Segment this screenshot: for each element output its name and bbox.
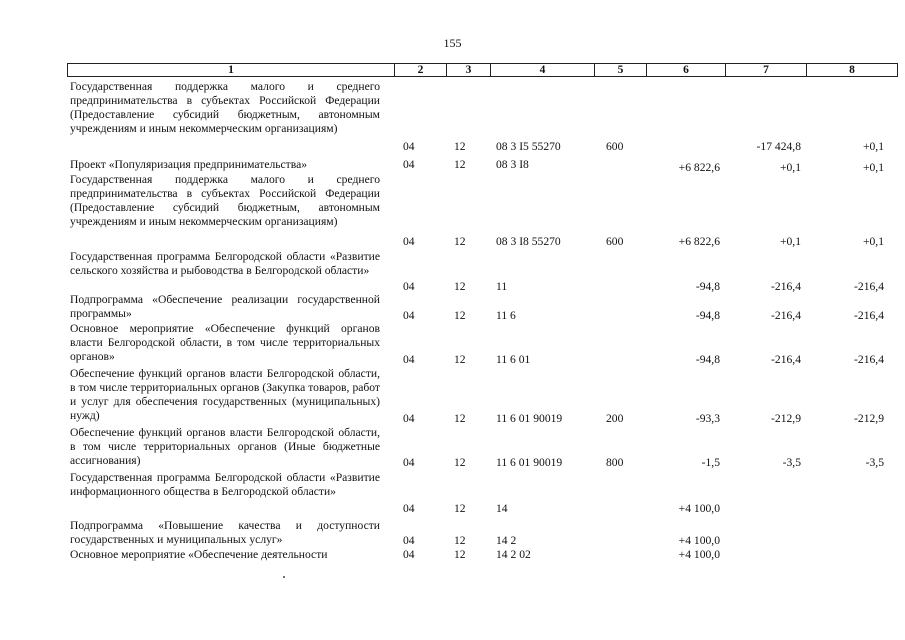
row-amount-7: -3,5 bbox=[782, 456, 801, 469]
row-target-code: 14 bbox=[496, 502, 508, 515]
row-subsection: 12 bbox=[454, 280, 466, 293]
row-description: Подпрограмма «Повышение качества и доступности государственных и муниципальных услуг» bbox=[70, 519, 380, 546]
row-description: Обеспечение функций органов власти Белгородской области, в том числе территориальных органов (Закупка товаров, работ и услуг для обеспечения государственных (муниципальных) нужд) bbox=[70, 367, 380, 422]
row-section: 04 bbox=[403, 140, 415, 153]
row-description: Основное мероприятие «Обеспечение функций органов власти Белгородской области, в том числе территориальных органов» bbox=[70, 322, 380, 363]
row-amount-6: +6 822,6 bbox=[678, 235, 720, 248]
row-section: 04 bbox=[403, 353, 415, 366]
row-amount-7: -216,4 bbox=[771, 353, 801, 366]
row-amount-6: -94,8 bbox=[695, 280, 720, 293]
row-subsection: 12 bbox=[454, 235, 466, 248]
row-amount-6: -1,5 bbox=[701, 456, 720, 469]
row-target-code: 14 2 02 bbox=[496, 548, 531, 561]
row-description: Государственная поддержка малого и среднего предпринимательства в субъектах Российской Федерации (Предоставление субсидий бюджетным, автономным учреждениям и иным некоммерческим организациям) bbox=[70, 173, 380, 228]
row-description: Государственная поддержка малого и среднего предпринимательства в субъектах Российской Федерации (Предоставление субсидий бюджетным, автономным учреждениям и иным некоммерческим организациям) bbox=[70, 80, 380, 135]
row-section: 04 bbox=[403, 158, 415, 171]
row-target-code: 08 3 I8 bbox=[496, 158, 529, 171]
row-description: Государственная программа Белгородской области «Развитие сельского хозяйства и рыбоводства в Белгородской области» bbox=[70, 250, 380, 277]
header-col-6: 6 bbox=[647, 64, 726, 76]
header-col-4: 4 bbox=[491, 64, 595, 76]
row-subsection: 12 bbox=[454, 353, 466, 366]
row-target-code: 11 6 bbox=[496, 309, 516, 322]
row-amount-8: -216,4 bbox=[854, 280, 884, 293]
row-target-code: 11 6 01 bbox=[496, 353, 531, 366]
row-target-code: 11 bbox=[496, 280, 508, 293]
row-section: 04 bbox=[403, 548, 415, 561]
row-amount-8: -216,4 bbox=[854, 353, 884, 366]
row-amount-8: +0,1 bbox=[862, 140, 884, 153]
row-amount-8: +0,1 bbox=[862, 161, 884, 174]
row-amount-6: -93,3 bbox=[695, 412, 720, 425]
header-col-3: 3 bbox=[447, 64, 491, 76]
row-amount-7: -216,4 bbox=[771, 309, 801, 322]
row-amount-6: +4 100,0 bbox=[678, 502, 720, 515]
row-description: Основное мероприятие «Обеспечение деятельности bbox=[70, 548, 328, 561]
row-subsection: 12 bbox=[454, 502, 466, 515]
row-subsection: 12 bbox=[454, 412, 466, 425]
row-expense-type: 600 bbox=[606, 235, 624, 248]
row-section: 04 bbox=[403, 534, 415, 547]
row-expense-type: 800 bbox=[606, 456, 624, 469]
row-section: 04 bbox=[403, 456, 415, 469]
row-subsection: 12 bbox=[454, 548, 466, 561]
row-amount-6: -94,8 bbox=[695, 353, 720, 366]
row-amount-8: -216,4 bbox=[854, 309, 884, 322]
row-description: Проект «Популяризация предпринимательства» bbox=[70, 158, 308, 171]
row-target-code: 11 6 01 90019 bbox=[496, 412, 563, 425]
row-section: 04 bbox=[403, 502, 415, 515]
row-section: 04 bbox=[403, 235, 415, 248]
header-col-7: 7 bbox=[726, 64, 807, 76]
row-section: 04 bbox=[403, 309, 415, 322]
row-description: Подпрограмма «Обеспечение реализации государственной программы» bbox=[70, 293, 380, 320]
row-target-code: 08 3 I8 55270 bbox=[496, 235, 561, 248]
row-expense-type: 600 bbox=[606, 140, 624, 153]
row-expense-type: 200 bbox=[606, 412, 624, 425]
row-amount-6: +6 822,6 bbox=[678, 161, 720, 174]
table-header bbox=[67, 63, 898, 77]
row-target-code: 14 2 bbox=[496, 534, 517, 547]
scan-speck bbox=[283, 576, 285, 578]
row-amount-7: -216,4 bbox=[771, 280, 801, 293]
row-target-code: 08 3 I5 55270 bbox=[496, 140, 561, 153]
row-subsection: 12 bbox=[454, 140, 466, 153]
row-amount-6: -94,8 bbox=[695, 309, 720, 322]
row-subsection: 12 bbox=[454, 456, 466, 469]
header-col-1: 1 bbox=[68, 64, 395, 76]
row-description: Обеспечение функций органов власти Белгородской области, в том числе территориальных органов (Иные бюджетные ассигнования) bbox=[70, 426, 380, 467]
header-col-2: 2 bbox=[395, 64, 447, 76]
row-section: 04 bbox=[403, 412, 415, 425]
row-target-code: 11 6 01 90019 bbox=[496, 456, 563, 469]
row-amount-8: +0,1 bbox=[862, 235, 884, 248]
row-amount-6: +4 100,0 bbox=[678, 548, 720, 561]
row-amount-6: +4 100,0 bbox=[678, 534, 720, 547]
row-amount-7: +0,1 bbox=[779, 161, 801, 174]
row-amount-8: -212,9 bbox=[854, 412, 884, 425]
row-section: 04 bbox=[403, 280, 415, 293]
row-description: Государственная программа Белгородской области «Развитие информационного общества в Белгородской области» bbox=[70, 471, 380, 498]
header-col-8: 8 bbox=[849, 64, 855, 76]
header-col-5: 5 bbox=[595, 64, 647, 76]
row-amount-8: -3,5 bbox=[865, 456, 884, 469]
row-subsection: 12 bbox=[454, 158, 466, 171]
row-amount-7: -212,9 bbox=[771, 412, 801, 425]
page-number: 155 bbox=[443, 36, 462, 50]
row-subsection: 12 bbox=[454, 309, 466, 322]
row-subsection: 12 bbox=[454, 534, 466, 547]
row-amount-7: -17 424,8 bbox=[756, 140, 801, 153]
row-amount-7: +0,1 bbox=[779, 235, 801, 248]
